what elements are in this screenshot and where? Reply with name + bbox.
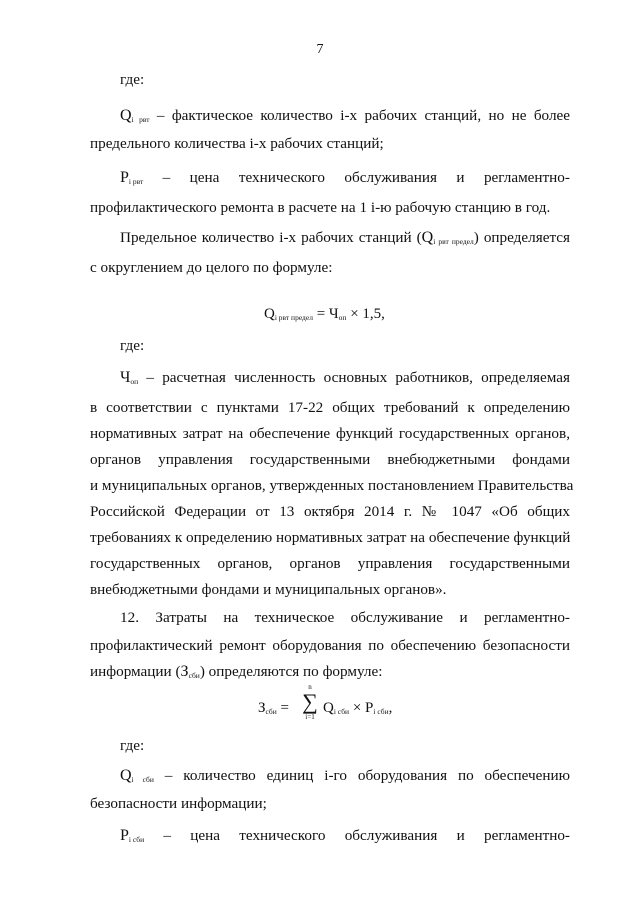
p-rvt-continuation: профилактического ремонта в расчете на 1 i-ю рабочую станцию в год. (90, 199, 551, 216)
p-rvt-symbol: P (120, 169, 129, 186)
p-rvt-subscript: i рвт (128, 177, 144, 186)
p-sbi-word-5: регламентно- (483, 827, 570, 844)
formula2-lhs-subscript: сби (265, 707, 277, 716)
where-label-3: где: (120, 737, 145, 754)
p-sbi-word-3: обслуживания (344, 827, 438, 844)
p-sbi-dash: – (163, 827, 171, 844)
formula2-q: Q (323, 700, 334, 716)
q-rvt-subscript: i рвт (131, 115, 150, 124)
q-sbi-continuation: безопасности информации; (90, 795, 267, 812)
ch-op-definition (120, 368, 570, 392)
p-rvt-word-2: технического (238, 169, 325, 186)
formula2-rhs (323, 700, 392, 717)
q-rvt-symbol: Q (120, 107, 132, 124)
ch-op-subscript: оп (130, 377, 139, 386)
ch-op-line-4: органов управления государственными внебюджетными фондами (90, 451, 570, 468)
section-12-line-3 (90, 662, 570, 686)
where-label-2: где: (120, 337, 145, 354)
p-sbi-definition (120, 826, 570, 850)
page-number: 7 (316, 42, 324, 57)
sum-upper-limit: n (308, 683, 312, 691)
formula1-rhs-subscript: оп (338, 313, 347, 322)
limit-paragraph-line-1 (120, 228, 570, 252)
section-12-symbol: З (180, 663, 189, 680)
formula1-lhs: Q (264, 306, 275, 322)
q-sbi-symbol: Q (120, 767, 132, 784)
q-sbi-text: – количество единиц i-го оборудования по обеспечению (164, 767, 571, 784)
p-sbi-symbol: P (120, 827, 129, 844)
limit-text-pre: Предельное количество i-х рабочих станций ( (120, 229, 422, 246)
p-sbi-word-2: технического (239, 827, 326, 844)
p-sbi-subscript: i сби (128, 835, 145, 844)
where-label-1: где: (120, 71, 145, 88)
ch-op-line-9: внебюджетными фондами и муниципальных органов». (90, 581, 447, 598)
formula2-equals: = (276, 700, 289, 716)
p-rvt-word-4: и (456, 169, 465, 186)
formula2-p-subscript: i сби (373, 707, 389, 716)
formula1-lhs-subscript: i рвт предел (274, 313, 313, 322)
ch-op-text: – расчетная численность основных работников, определяемая (146, 369, 570, 386)
formula2-times: × (349, 700, 366, 716)
limit-text-post: ) определяется (473, 229, 570, 246)
p-rvt-word-1: цена (189, 169, 220, 186)
section-12-line-1: 12. Затраты на техническое обслуживание и регламентно- (120, 609, 570, 626)
ch-op-line-6: Российской Федерации от 13 октября 2014 г. № 1047 «Об общих (90, 503, 570, 520)
formula-workstation-limit (264, 306, 385, 323)
section-12-subscript: сби (188, 671, 200, 680)
formula2-lhs: З (258, 700, 266, 716)
p-rvt-dash: – (162, 169, 171, 186)
formula-security-maintenance (258, 700, 289, 717)
formula2-tail: , (388, 700, 393, 716)
ch-op-line-8: государственных органов, органов управления государственными (90, 555, 570, 572)
p-sbi-word-1: цена (190, 827, 220, 844)
limit-paragraph-line-2: с округлением до целого по формуле: (90, 259, 333, 276)
formula1-equals: = (312, 306, 329, 322)
formula1-rhs: Ч (328, 306, 339, 322)
q-sbi-subscript: i сби (131, 775, 154, 784)
q-sbi-definition (120, 766, 570, 790)
limit-symbol: Q (421, 229, 434, 246)
q-rvt-continuation: предельного количества i-х рабочих станций; (90, 135, 384, 152)
ch-op-line-3: нормативных затрат на обеспечение функций государственных органов, (90, 425, 570, 442)
limit-subscript: i рвт предел (433, 237, 474, 246)
formula1-tail: × 1,5, (346, 306, 385, 322)
q-rvt-definition (120, 106, 570, 130)
sum-symbol: ∑ (302, 689, 318, 714)
formula2-p: P (365, 700, 374, 716)
ch-op-line-2: в соответствии с пунктами 17-22 общих требований к определению (90, 399, 570, 416)
ch-op-line-7: требованиях к определению нормативных затрат на обеспечение функций (90, 529, 571, 546)
ch-op-line-5: и муниципальных органов, утвержденных постановлением Правительства (90, 477, 574, 494)
section-12-line-2: профилактический ремонт оборудования по обеспечению безопасности (90, 637, 570, 654)
sum-lower-limit: i=1 (305, 713, 315, 721)
p-rvt-word-5: регламентно- (483, 169, 570, 186)
ch-op-symbol: Ч (120, 369, 131, 386)
section-12-text-post: ) определяются по формуле: (199, 663, 383, 680)
formula2-q-subscript: i сби (333, 707, 350, 716)
summation-sign (297, 683, 323, 721)
p-rvt-word-3: обслуживания (344, 169, 437, 186)
section-12-text-pre: информации ( (90, 663, 181, 680)
q-rvt-text: – фактическое количество i-х рабочих станций, но не более (156, 107, 571, 124)
p-sbi-word-4: и (456, 827, 465, 844)
p-rvt-definition (120, 168, 570, 192)
